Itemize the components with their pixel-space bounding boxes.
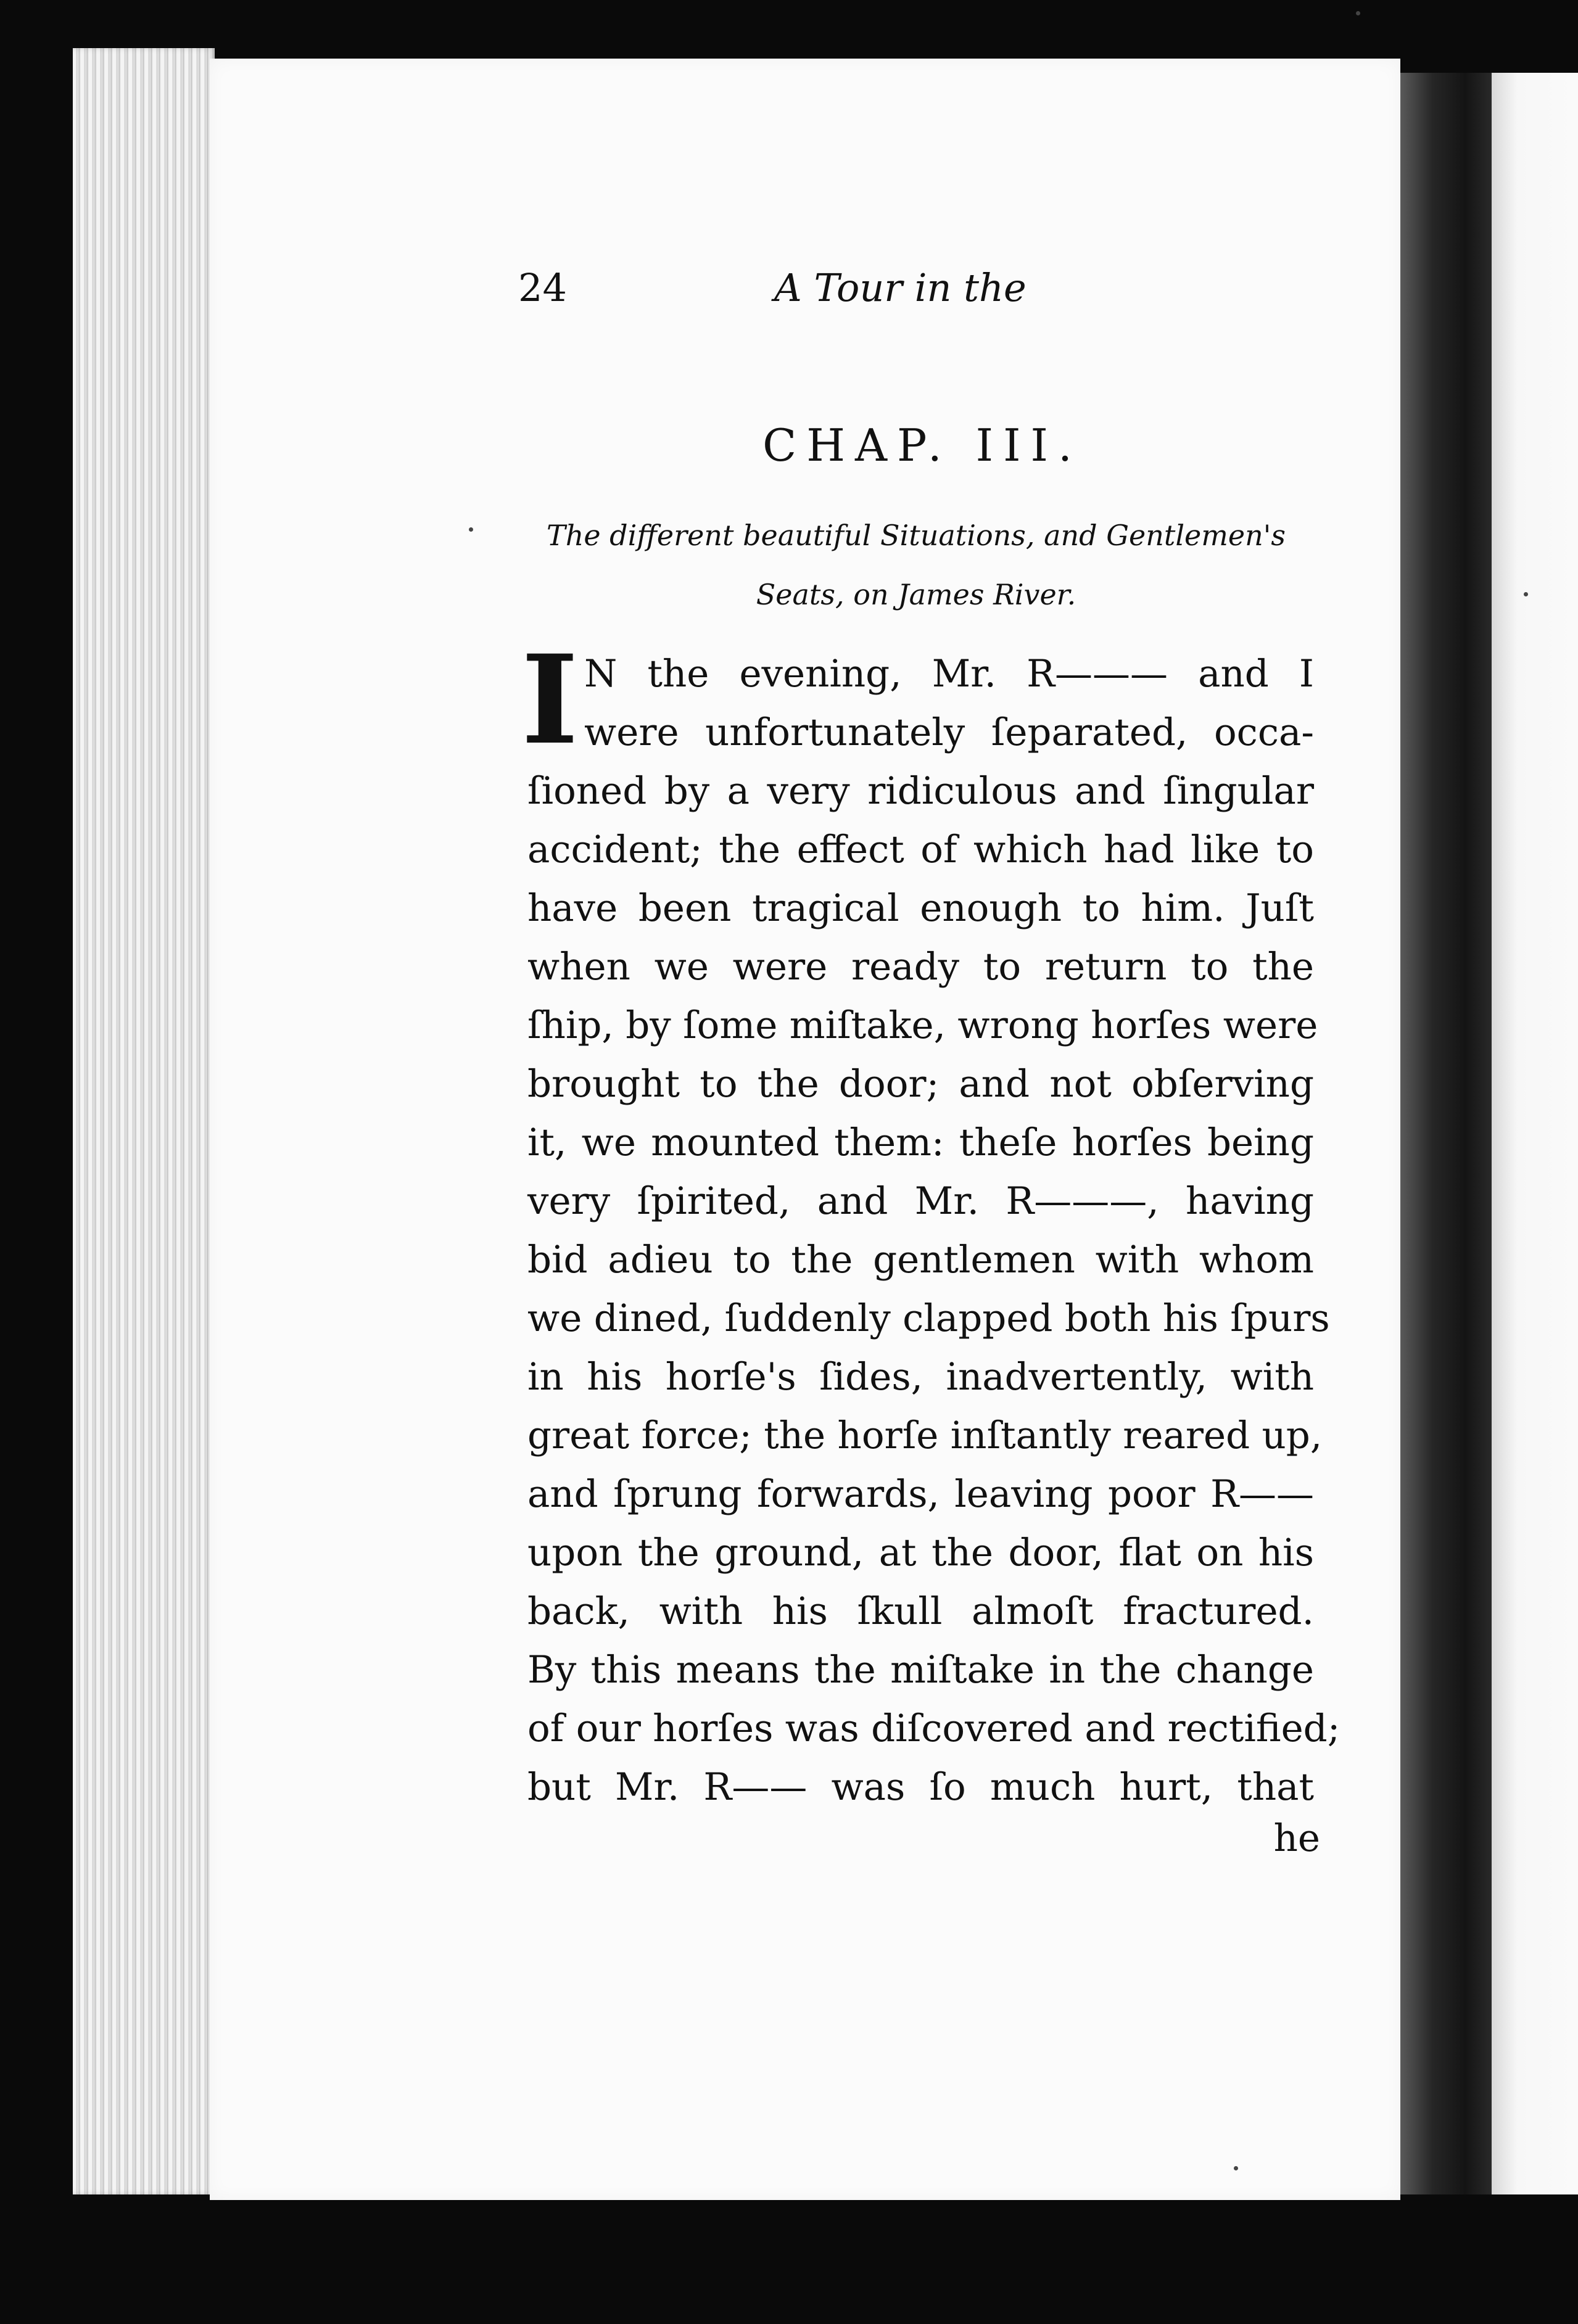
page-number: 24 bbox=[518, 265, 567, 310]
running-title: A Tour in the bbox=[774, 265, 1027, 310]
speck bbox=[1356, 11, 1360, 15]
text-line: By this means the miſtake in the change bbox=[527, 1648, 1314, 1692]
text-line: were unfortunately ſeparated, occa- bbox=[584, 711, 1314, 754]
text-line: we dined, ſuddenly clapped both his ſpurs bbox=[527, 1296, 1330, 1340]
text-line: and ſprung forwards, leaving poor R—— bbox=[527, 1472, 1314, 1516]
catchword: he bbox=[1273, 1816, 1320, 1860]
text-line: ſhip, by ſome miſtake, wrong horſes were bbox=[527, 1003, 1318, 1047]
text-line: N the evening, Mr. R——— and I bbox=[584, 652, 1314, 696]
text-line: in his horſe's ſides, inadvertently, with bbox=[527, 1355, 1314, 1399]
stacked-page-edges bbox=[73, 48, 215, 2194]
facing-page-edge bbox=[1492, 73, 1578, 2194]
chapter-heading: CHAP. III. bbox=[762, 419, 1082, 471]
chapter-subtitle-line: The different beautiful Situations, and Gentlemen's bbox=[547, 519, 1286, 552]
text-line: ſioned by a very ridiculous and ſingular bbox=[527, 769, 1314, 813]
chapter-subtitle bbox=[500, 506, 1332, 624]
text-line: great force; the horſe inſtantly reared up, bbox=[527, 1414, 1323, 1457]
text-line: accident; the effect of which had like to bbox=[527, 828, 1314, 872]
drop-cap: I bbox=[521, 628, 579, 772]
text-line: very ſpirited, and Mr. R———, having bbox=[527, 1179, 1314, 1223]
book-gutter-shadow bbox=[1400, 73, 1493, 2194]
running-head bbox=[518, 265, 1320, 321]
text-line: bid adieu to the gentlemen with whom bbox=[527, 1238, 1314, 1282]
text-line: have been tragical enough to him. Juſt bbox=[527, 886, 1314, 930]
text-line: brought to the door; and not obſerving bbox=[527, 1062, 1314, 1106]
text-line: when we were ready to return to the bbox=[527, 945, 1314, 989]
speck bbox=[469, 527, 473, 532]
text-line: upon the ground, at the door, flat on his bbox=[527, 1531, 1314, 1575]
body-text bbox=[527, 645, 1340, 1816]
speck bbox=[1234, 2166, 1238, 2170]
text-line: back, with his ſkull almoſt fractured. bbox=[527, 1589, 1314, 1633]
text-line: it, we mounted them: theſe horſes being bbox=[527, 1121, 1314, 1164]
chapter-subtitle-line: Seats, on James River. bbox=[756, 578, 1076, 611]
text-line: but Mr. R—— was ſo much hurt, that bbox=[527, 1765, 1314, 1809]
speck bbox=[1524, 592, 1528, 596]
text-line: of our horſes was diſcovered and rectified; bbox=[527, 1707, 1340, 1750]
